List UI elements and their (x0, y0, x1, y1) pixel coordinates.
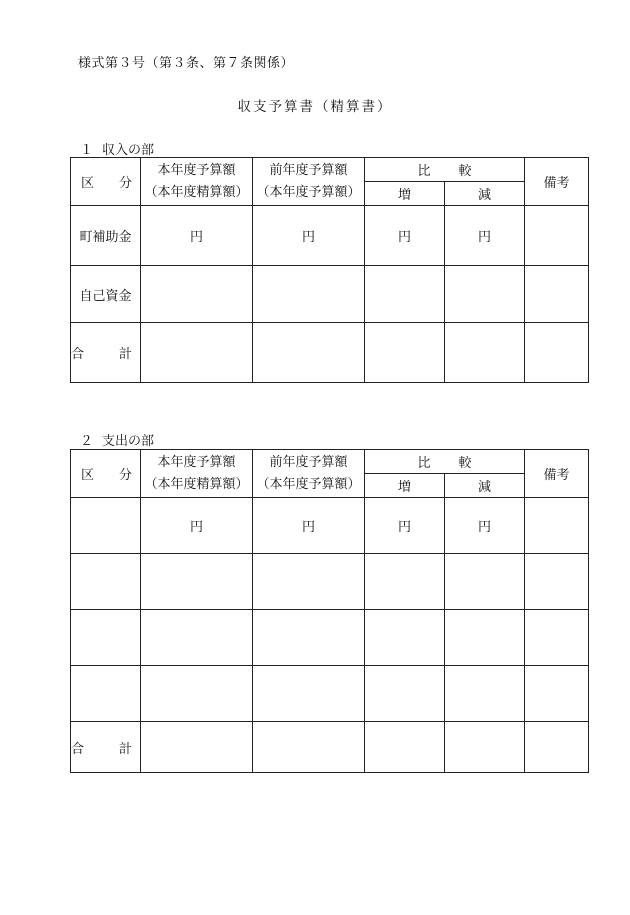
amount-cell (365, 722, 445, 773)
expense-row-label (71, 610, 141, 666)
amount-cell (253, 610, 365, 666)
total-label-left: 合 (71, 741, 85, 757)
amount-cell (445, 554, 525, 610)
amount-cell (365, 323, 445, 383)
comparison-header-right: 較 (458, 456, 472, 471)
income-section-label: 収入の部 (102, 143, 155, 158)
expense-row-label (71, 666, 141, 722)
increase-header: 増 (365, 182, 445, 206)
income-total-label (71, 323, 141, 383)
remarks-cell (525, 206, 589, 266)
income-table (70, 157, 589, 383)
income-row (71, 266, 589, 323)
yen-unit: 円 (365, 498, 445, 554)
expense-total-row (71, 722, 589, 773)
expense-row (71, 554, 589, 610)
amount-cell (141, 554, 253, 610)
expense-row (71, 610, 589, 666)
income-section-number: １ (80, 143, 94, 158)
yen-unit: 円 (141, 206, 253, 266)
income-row (71, 206, 589, 266)
remarks-cell (525, 323, 589, 383)
remarks-cell (525, 498, 589, 554)
amount-cell (141, 610, 253, 666)
yen-unit: 円 (253, 206, 365, 266)
amount-cell (445, 666, 525, 722)
yen-unit: 円 (445, 206, 525, 266)
amount-cell (365, 266, 445, 323)
yen-unit: 円 (141, 498, 253, 554)
expense-row-label (71, 498, 141, 554)
current-year-header (141, 158, 253, 206)
income-section-title (80, 139, 154, 158)
previous-year-header-line2: （本年度予算額） (256, 184, 361, 200)
previous-year-header-line1: 前年度予算額 (269, 454, 348, 470)
amount-cell (445, 610, 525, 666)
previous-year-header (253, 450, 365, 498)
amount-cell (445, 266, 525, 323)
remarks-cell (525, 666, 589, 722)
current-year-header-line2: （本年度精算額） (144, 184, 249, 200)
current-year-header-line1: 本年度予算額 (157, 454, 236, 470)
amount-cell (253, 722, 365, 773)
remarks-header: 備考 (525, 450, 589, 498)
decrease-header: 減 (445, 182, 525, 206)
yen-unit: 円 (365, 206, 445, 266)
remarks-cell (525, 266, 589, 323)
previous-year-header-line1: 前年度予算額 (269, 162, 348, 178)
comparison-header-left: 比 (417, 164, 431, 179)
current-year-header-line1: 本年度予算額 (157, 162, 236, 178)
previous-year-header-line2: （本年度予算額） (256, 476, 361, 492)
amount-cell (141, 323, 253, 383)
expense-row (71, 498, 589, 554)
amount-cell (445, 722, 525, 773)
amount-cell (141, 666, 253, 722)
income-row-label: 自己資金 (71, 266, 141, 323)
expense-header-row (71, 450, 589, 474)
remarks-cell (525, 722, 589, 773)
amount-cell (365, 610, 445, 666)
expense-row-label (71, 554, 141, 610)
expense-table (70, 449, 589, 773)
remarks-cell (525, 554, 589, 610)
decrease-header: 減 (445, 474, 525, 498)
previous-year-header (253, 158, 365, 206)
comparison-header (365, 450, 525, 474)
amount-cell (253, 266, 365, 323)
amount-cell (253, 554, 365, 610)
expense-section-label: 支出の部 (102, 434, 155, 449)
amount-cell (253, 666, 365, 722)
income-total-row (71, 323, 589, 383)
comparison-header (365, 158, 525, 182)
current-year-header (141, 450, 253, 498)
income-header-row (71, 158, 589, 182)
category-header (71, 450, 141, 498)
yen-unit: 円 (445, 498, 525, 554)
category-header-right: 分 (118, 176, 132, 191)
total-label-left: 合 (71, 347, 85, 362)
amount-cell (253, 323, 365, 383)
document-title: 収支予算書（精算書） (237, 99, 393, 115)
category-header-left: 区 (81, 468, 95, 483)
amount-cell (365, 666, 445, 722)
amount-cell (365, 554, 445, 610)
expense-total-label (71, 722, 141, 773)
total-label-right: 計 (118, 741, 132, 757)
amount-cell (141, 266, 253, 323)
amount-cell (141, 722, 253, 773)
yen-unit: 円 (253, 498, 365, 554)
expense-row (71, 666, 589, 722)
expense-section-number: ２ (80, 434, 94, 449)
current-year-header-line2: （本年度精算額） (144, 476, 249, 492)
remarks-cell (525, 610, 589, 666)
category-header-left: 区 (81, 176, 95, 191)
form-number: 様式第３号（第３条、第７条関係） (78, 56, 295, 71)
remarks-header: 備考 (525, 158, 589, 206)
category-header-right: 分 (118, 468, 132, 483)
comparison-header-left: 比 (417, 456, 431, 471)
expense-section-title (80, 430, 154, 449)
category-header (71, 158, 141, 206)
income-row-label: 町補助金 (71, 206, 141, 266)
comparison-header-right: 較 (458, 164, 472, 179)
amount-cell (445, 323, 525, 383)
total-label-right: 計 (118, 347, 132, 362)
increase-header: 増 (365, 474, 445, 498)
